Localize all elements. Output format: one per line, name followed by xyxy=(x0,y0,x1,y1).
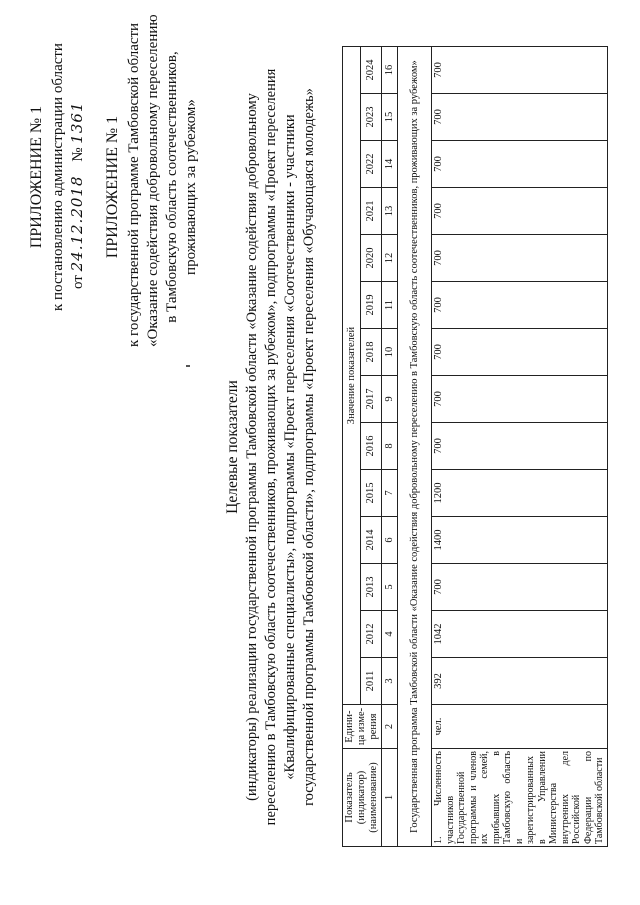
value-cell: 700 xyxy=(432,94,608,141)
doc-title: Целевые показатели xyxy=(224,380,241,514)
appendix-program-title: ПРИЛОЖЕНИЕ № 1 xyxy=(104,115,121,259)
value-cell: 700 xyxy=(432,423,608,470)
value-cell: 1400 xyxy=(432,517,608,564)
colnum-cell: 8 xyxy=(382,423,398,470)
year-cell: 2012 xyxy=(361,611,382,658)
value-cell: 700 xyxy=(432,235,608,282)
year-cell: 2019 xyxy=(361,282,382,329)
colnum-cell: 16 xyxy=(382,47,398,94)
year-cell: 2016 xyxy=(361,423,382,470)
doc-subtitle-2: переселению в Тамбовскую область соотечественников, проживающих за рубежом», подпрограммы «Проект переселения xyxy=(263,68,279,826)
appendix-title: ПРИЛОЖЕНИЕ № 1 xyxy=(28,105,45,249)
colnum-cell: 12 xyxy=(382,235,398,282)
indicator-name: 1. Численность участников Государственной программы и членов их семей, прибывших в Тамбовскую область и зарегистрированных в Управлении Министерства внутренних дел Российской Федерации по Тамбовской области xyxy=(432,749,608,847)
value-cell: 392 xyxy=(432,658,608,705)
resolution-date-line xyxy=(68,102,87,290)
appendix-program-line-1: к государственной программе Тамбовской области xyxy=(126,22,142,347)
year-cell: 2017 xyxy=(361,376,382,423)
table-colnum-row xyxy=(382,47,398,847)
appendix-program-line-4: проживающих за рубежом» xyxy=(183,99,199,275)
scan-mark xyxy=(186,365,190,367)
doc-subtitle-4: государственной программы Тамбовской области», подпрограммы «Проект переселения «Обучающаяся молодежь» xyxy=(301,88,317,806)
value-cell: 1042 xyxy=(432,611,608,658)
appendix-program-line-2: «Оказание содействия добровольному переселению xyxy=(145,14,161,347)
year-cell: 2020 xyxy=(361,235,382,282)
resolution-line: к постановлению администрации области xyxy=(50,43,66,311)
document-sheet xyxy=(20,14,620,887)
year-cell: 2018 xyxy=(361,329,382,376)
indicators-table xyxy=(342,46,608,847)
year-cell: 2015 xyxy=(361,470,382,517)
number-prefix: № xyxy=(70,147,86,162)
date-prefix: от xyxy=(70,275,86,289)
year-cell: 2013 xyxy=(361,564,382,611)
colnum-cell: 9 xyxy=(382,376,398,423)
value-cell: 700 xyxy=(432,564,608,611)
colnum-cell: 5 xyxy=(382,564,398,611)
colnum-cell: 7 xyxy=(382,470,398,517)
value-cell: 700 xyxy=(432,282,608,329)
handwritten-date: 24.12.2018 xyxy=(68,175,86,272)
colnum-cell: 15 xyxy=(382,94,398,141)
colnum-cell: 10 xyxy=(382,329,398,376)
colnum-cell: 11 xyxy=(382,282,398,329)
year-cell: 2011 xyxy=(361,658,382,705)
colnum-cell: 2 xyxy=(382,705,398,749)
value-cell: 700 xyxy=(432,47,608,94)
appendix-program-line-3: в Тамбовскую область соотечественников, xyxy=(164,51,180,323)
colnum-cell: 3 xyxy=(382,658,398,705)
col-values-header: Значение показателей xyxy=(343,47,361,705)
table-header-row xyxy=(343,47,361,847)
colnum-cell: 6 xyxy=(382,517,398,564)
colnum-cell: 13 xyxy=(382,188,398,235)
indicator-unit: чел. xyxy=(432,705,608,749)
value-cell: 700 xyxy=(432,188,608,235)
doc-subtitle-1: (индикаторы) реализации государственной программы Тамбовской области «Оказание содействия добровольному xyxy=(244,93,260,801)
year-cell: 2024 xyxy=(361,47,382,94)
year-cell: 2021 xyxy=(361,188,382,235)
year-cell: 2014 xyxy=(361,517,382,564)
value-cell: 1200 xyxy=(432,470,608,517)
value-cell: 700 xyxy=(432,141,608,188)
colnum-cell: 4 xyxy=(382,611,398,658)
year-cell: 2022 xyxy=(361,141,382,188)
table-row xyxy=(432,47,608,847)
program-section-title: Государственная программа Тамбовской области «Оказание содействия добровольному переселению в Тамбовскую область соотечественников, проживающих за рубежом» xyxy=(398,47,432,847)
handwritten-number: 1361 xyxy=(68,101,86,144)
colnum-cell: 1 xyxy=(382,749,398,847)
year-cell: 2023 xyxy=(361,94,382,141)
table-section-row xyxy=(398,47,432,847)
col-unit-header: Едини-ца изме-рения xyxy=(343,705,382,749)
colnum-cell: 14 xyxy=(382,141,398,188)
col-indicator-header: Показатель (индикатор) (наименование) xyxy=(343,749,382,847)
value-cell: 700 xyxy=(432,376,608,423)
value-cell: 700 xyxy=(432,329,608,376)
doc-subtitle-3: «Квалифицированные специалисты», подпрограммы «Проект переселения «Соотечественники - участники xyxy=(282,114,298,780)
